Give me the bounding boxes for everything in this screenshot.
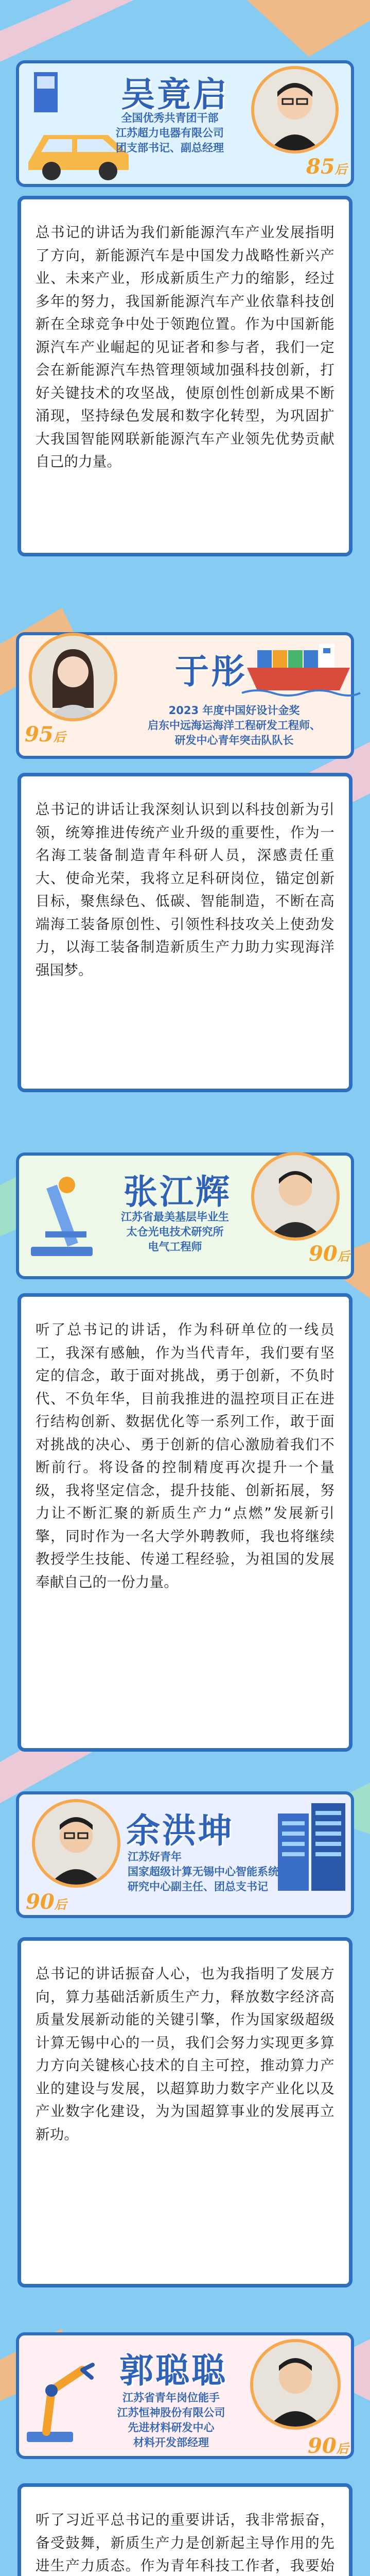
person-name: 吴竟启 bbox=[121, 75, 229, 114]
person-name: 于彤 bbox=[175, 652, 247, 691]
avatar bbox=[29, 633, 117, 721]
quote-text-box bbox=[17, 196, 353, 556]
quote-text-box bbox=[17, 2483, 353, 2576]
person-name: 余洪坤 bbox=[126, 1811, 234, 1851]
person-affiliation: 江苏省青年岗位能手 江苏恒神股份有限公司 先进材料研发中心 材料开发部经理 bbox=[117, 2392, 225, 2449]
avatar bbox=[250, 2339, 341, 2430]
quote-text: 听了总书记的讲话，作为科研单位的一线员工，我深有感触，作为当代青年，我们要有坚定的信念，敢于面对挑战，勇于创新，不负时代、不负年华，目前我推进的温控项目正在进行结构创新、数据优化等一系列工作，敢于面对挑战的决心、勇于创新的信心激励着我们不断前行。将设备的控制精度再次提升一个量级，我将坚定信念，提升技能、创新拓展，努力让不断汇聚的新质生产力“点燃”发展新引擎，同时作为一名大学外聘教师，我也将继续教授学生技能、传递工程经验，为祖国的发展奉献自己的一份力量。 bbox=[36, 1321, 334, 1591]
age-badge: 90后 bbox=[308, 2434, 349, 2458]
age-badge: 90后 bbox=[309, 1242, 350, 1266]
person-affiliation: 江苏好青年 国家超级计算无锡中心智能系统 研究中心副主任、团总支书记 bbox=[128, 1851, 279, 1893]
person-affiliation: 江苏省最美基层毕业生 太仓光电技术研究所 电气工程师 bbox=[121, 1211, 229, 1253]
person-affiliation: 2023 年度中国好设计金奖 启东中远海运海洋工程研发工程师、 研发中心青年突击队队长 bbox=[148, 704, 321, 747]
avatar bbox=[32, 1799, 120, 1888]
person-name: 张江辉 bbox=[124, 1172, 232, 1212]
quote-text: 听了习近平总书记的重要讲话，我非常振奋，备受鼓舞，新质生产力是创新起主导作用的先进生产力质态。作为青年科技工作者，我要始 bbox=[36, 2512, 334, 2574]
age-badge: 95后 bbox=[25, 722, 66, 747]
quote-text-box bbox=[17, 1937, 353, 2287]
quote-text: 总书记的讲话为我们新能源汽车产业发展指明了方向，新能源汽车是中国发力战略性新兴产业、未来产业，形成新质生产力的缩影，经过多年的努力，我国新能源汽车产业依靠科技创新在全球竞争中处于领跑位置。作为中国新能源汽车产业崛起的见证者和参与者，我们一定会在新能源汽车热管理领域加强科技创新，打好关键技术的攻坚战，使原创性创新成果不断涌现，坚持绿色发展和数字化转型，为巩固扩大我国智能网联新能源汽车产业领先优势贡献自己的力量。 bbox=[36, 224, 334, 470]
quote-text: 总书记的讲话让我深刻认识到以科技创新为引领，统筹推进传统产业升级的重要性，作为一名海工装备制造青年科研人员，深感责任重大、使命光荣，我将立足科研岗位，锚定创新目标，聚焦绿色、低碳、智能制造，不断在高端海工装备原创性、引领性科技攻关上使劲发力，以海工装备制造新质生产力助力实现海洋强国梦。 bbox=[36, 801, 334, 978]
quote-text: 总书记的讲话振奋人心，也为我指明了发展方向，算力基础活新质生产力，释放数字经济高质量发展新动能的关键引擎，作为国家级超级计算无锡中心的一员，我们会努力实现更多算力方向关键核心技术的自主可控，推动算力产业的建设与发展，以超算助力数字产业化以及产业数字化建设，为为国超算事业的发展再立新功。 bbox=[36, 1965, 334, 2143]
age-badge: 85后 bbox=[306, 155, 347, 179]
avatar bbox=[251, 66, 339, 154]
quote-text-box bbox=[17, 773, 353, 1092]
person-name: 郭聪聪 bbox=[119, 2351, 227, 2391]
age-badge: 90后 bbox=[26, 1890, 67, 1914]
person-affiliation: 全国优秀共青团干部 江苏超力电器有限公司 团支部书记、副总经理 bbox=[116, 112, 224, 154]
avatar bbox=[251, 1152, 340, 1241]
quote-text-box bbox=[17, 1293, 353, 1752]
